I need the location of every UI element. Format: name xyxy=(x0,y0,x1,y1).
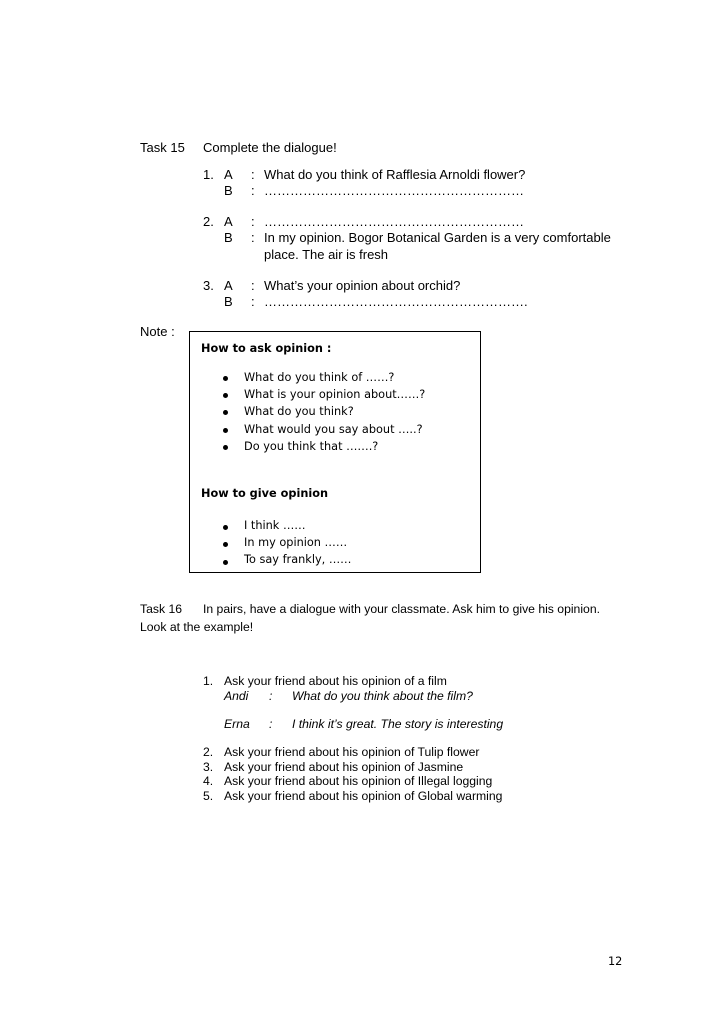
task16-item-number: 4. xyxy=(203,774,214,788)
task15-item2-speaker-b: B xyxy=(224,230,233,245)
task15-item3-line-a: What’s your opinion about orchid? xyxy=(264,278,461,293)
example-speaker-erna: Erna xyxy=(224,717,250,731)
task15-item3-colon-a: : xyxy=(251,278,255,293)
example-colon-andi: : xyxy=(269,689,273,703)
task16-item-number: 3. xyxy=(203,760,214,774)
task15-item3-colon-b: : xyxy=(251,294,255,309)
task16-instruction-continued: Look at the example! xyxy=(140,620,254,634)
give-opinion-heading: How to give opinion xyxy=(201,487,329,500)
task15-item1-speaker-b: B xyxy=(224,183,233,198)
bullet-icon xyxy=(223,542,228,547)
give-opinion-item: To say frankly, …… xyxy=(244,553,352,566)
bullet-icon xyxy=(223,376,228,381)
task15-item2-line-b-continued: place. The air is fresh xyxy=(264,247,389,262)
task16-item-text: Ask your friend about his opinion of Tulip flower xyxy=(224,745,480,759)
ask-opinion-item: What do you think of ……? xyxy=(244,371,395,384)
bullet-icon xyxy=(223,525,228,530)
bullet-icon xyxy=(223,445,228,450)
ask-opinion-item: What do you think? xyxy=(244,405,354,418)
task16-example-text: Ask your friend about his opinion of a film xyxy=(224,674,447,688)
task16-example-number: 1. xyxy=(203,674,214,688)
task15-item3-speaker-b: B xyxy=(224,294,233,309)
ask-opinion-heading: How to ask opinion : xyxy=(201,342,332,355)
ask-opinion-item: What would you say about …..? xyxy=(244,423,423,436)
bullet-icon xyxy=(223,428,228,433)
task16-item-text: Ask your friend about his opinion of Illegal logging xyxy=(224,774,493,788)
note-label: Note : xyxy=(140,324,175,339)
task15-item3-blank-b: ……………………………………………………. xyxy=(264,294,528,309)
give-opinion-item: In my opinion …… xyxy=(244,536,348,549)
ask-opinion-item: Do you think that …….? xyxy=(244,440,379,453)
task15-item1-speaker-a: A xyxy=(224,167,233,182)
task16-item-number: 5. xyxy=(203,789,214,803)
bullet-icon xyxy=(223,410,228,415)
task15-title: Complete the dialogue! xyxy=(203,140,337,155)
example-colon-erna: : xyxy=(269,717,273,731)
task15-item2-line-b: In my opinion. Bogor Botanical Garden is a very comfortable xyxy=(264,230,611,245)
task16-item-text: Ask your friend about his opinion of Global warming xyxy=(224,789,503,803)
task15-item1-colon-a: : xyxy=(251,167,255,182)
task15-item1-colon-b: : xyxy=(251,183,255,198)
example-line-erna: I think it’s great. The story is interesting xyxy=(292,717,504,731)
ask-opinion-item: What is your opinion about……? xyxy=(244,388,426,401)
task15-item1-blank-b: …………………………………………………… xyxy=(264,183,524,198)
give-opinion-item: I think …… xyxy=(244,519,306,532)
page-number: 12 xyxy=(608,955,623,968)
example-speaker-andi: Andi xyxy=(224,689,249,703)
bullet-icon xyxy=(223,560,228,565)
task15-item1-number: 1. xyxy=(203,167,214,182)
task15-item2-blank-a: …………………………………………………… xyxy=(264,214,524,229)
task16-item-number: 2. xyxy=(203,745,214,759)
bullet-icon xyxy=(223,393,228,398)
example-line-andi: What do you think about the film? xyxy=(292,689,473,703)
task15-item2-colon-a: : xyxy=(251,214,255,229)
task15-item3-number: 3. xyxy=(203,278,214,293)
task15-item3-speaker-a: A xyxy=(224,278,233,293)
task15-item1-line-a: What do you think of Rafflesia Arnoldi flower? xyxy=(264,167,526,182)
task15-item2-colon-b: : xyxy=(251,230,255,245)
task16-label: Task 16 xyxy=(140,602,183,616)
task15-item2-speaker-a: A xyxy=(224,214,233,229)
task16-instruction: In pairs, have a dialogue with your classmate. Ask him to give his opinion. xyxy=(203,602,600,616)
task15-label: Task 15 xyxy=(140,140,185,155)
task16-item-text: Ask your friend about his opinion of Jasmine xyxy=(224,760,464,774)
task15-item2-number: 2. xyxy=(203,214,214,229)
